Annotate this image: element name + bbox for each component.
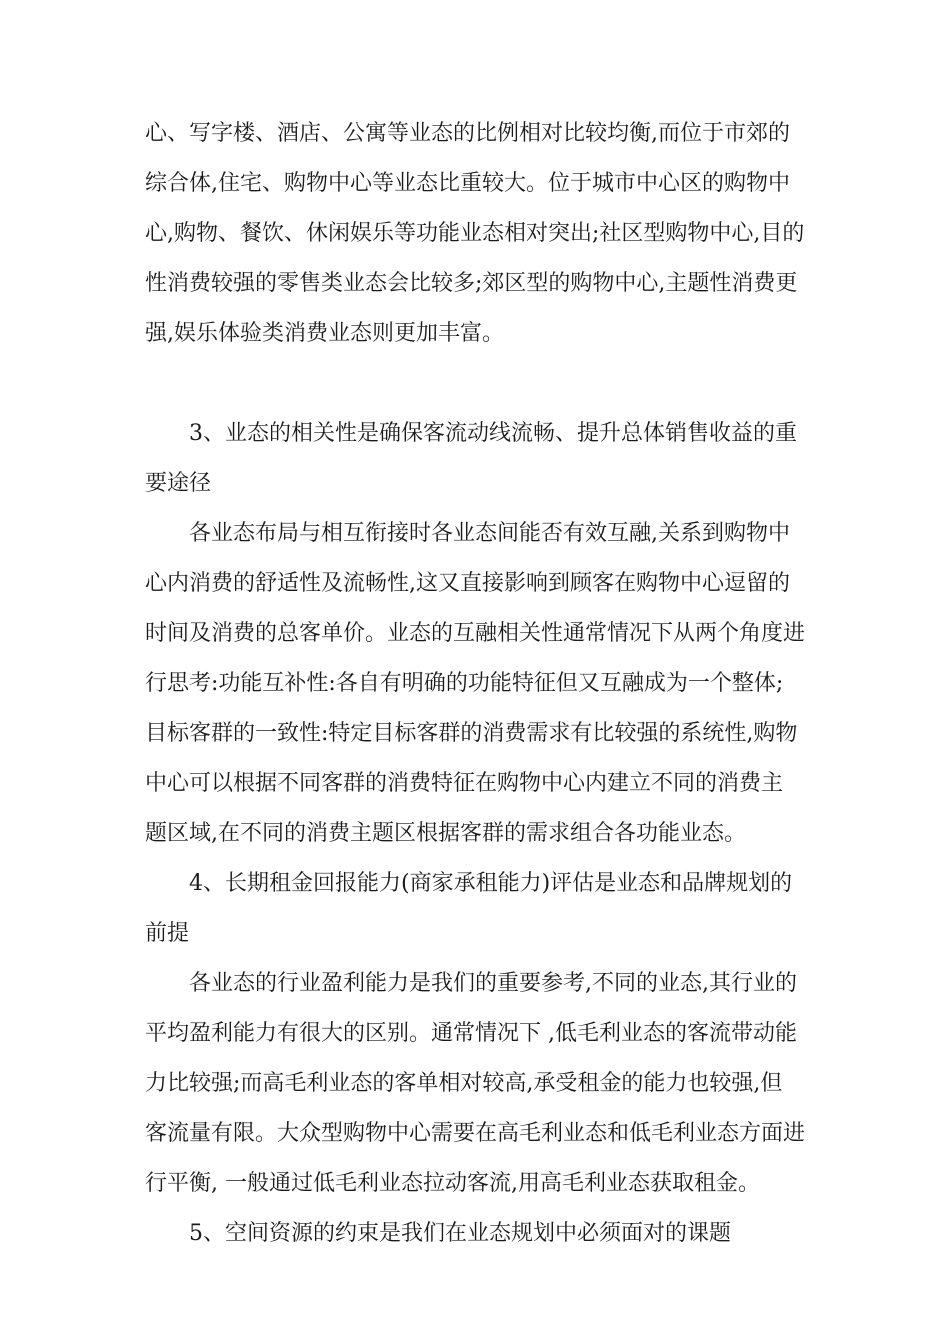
text-line: 各业态的行业盈利能力是我们的重要参考,不同的业态,其行业的 bbox=[189, 971, 797, 996]
section-heading-4: 4、长期租金回报能力(商家承租能力)评估是业态和品牌规划的 bbox=[189, 871, 793, 896]
section-heading-5: 5、空间资源的约束是我们在业态规划中必须面对的课题 bbox=[189, 1221, 731, 1246]
text-line: 题区域,在不同的消费主题区根据客群的需求组合各功能业态。 bbox=[145, 821, 746, 846]
text-line: 目标客群的一致性:特定目标客群的消费需求有比较强的系统性,购物 bbox=[145, 721, 798, 746]
text-line: 各业态布局与相互衔接时各业态间能否有效互融,关系到购物中 bbox=[189, 521, 790, 546]
section-heading-4-cont: 前提 bbox=[145, 921, 190, 946]
section-heading-3-cont: 要途径 bbox=[145, 471, 212, 496]
text-line: 强,娱乐体验类消费业态则更加丰富。 bbox=[145, 321, 504, 346]
text-line: 力比较强;而高毛利业态的客单相对较高,承受租金的能力也较强,但 bbox=[145, 1071, 783, 1096]
text-line: 中心可以根据不同客群的消费特征在购物中心内建立不同的消费主 bbox=[145, 771, 784, 796]
text-line: 客流量有限。大众型购物中心需要在高毛利业态和低毛利业态方面进 bbox=[145, 1121, 806, 1146]
text-line: 时间及消费的总客单价。业态的互融相关性通常情况下从两个角度进 bbox=[145, 621, 806, 646]
text-line: 心、写字楼、酒店、公寓等业态的比例相对比较均衡,而位于市郊的 bbox=[145, 121, 790, 146]
text-line: 平均盈利能力有很大的区别。通常情况下 ,低毛利业态的客流带动能 bbox=[145, 1021, 797, 1046]
text-line: 心,购物、餐饮、休闲娱乐等功能业态相对突出;社区型购物中心,目的 bbox=[145, 221, 805, 246]
section-heading-3: 3、业态的相关性是确保客流动线流畅、提升总体销售收益的重 bbox=[189, 421, 797, 446]
text-line: 性消费较强的零售类业态会比较多;郊区型的购物中心,主题性消费更 bbox=[145, 271, 798, 296]
text-line: 综合体,住宅、购物中心等业态比重较大。位于城市中心区的购物中 bbox=[145, 171, 790, 196]
text-line: 心内消费的舒适性及流畅性,这又直接影响到顾客在购物中心逗留的 bbox=[145, 571, 790, 596]
text-line: 行平衡, 一般通过低毛利业态拉动客流,用高毛利业态获取租金。 bbox=[145, 1171, 760, 1196]
text-line: 行思考:功能互补性:各自有明确的功能特征但又互融成为一个整体; bbox=[145, 671, 784, 696]
